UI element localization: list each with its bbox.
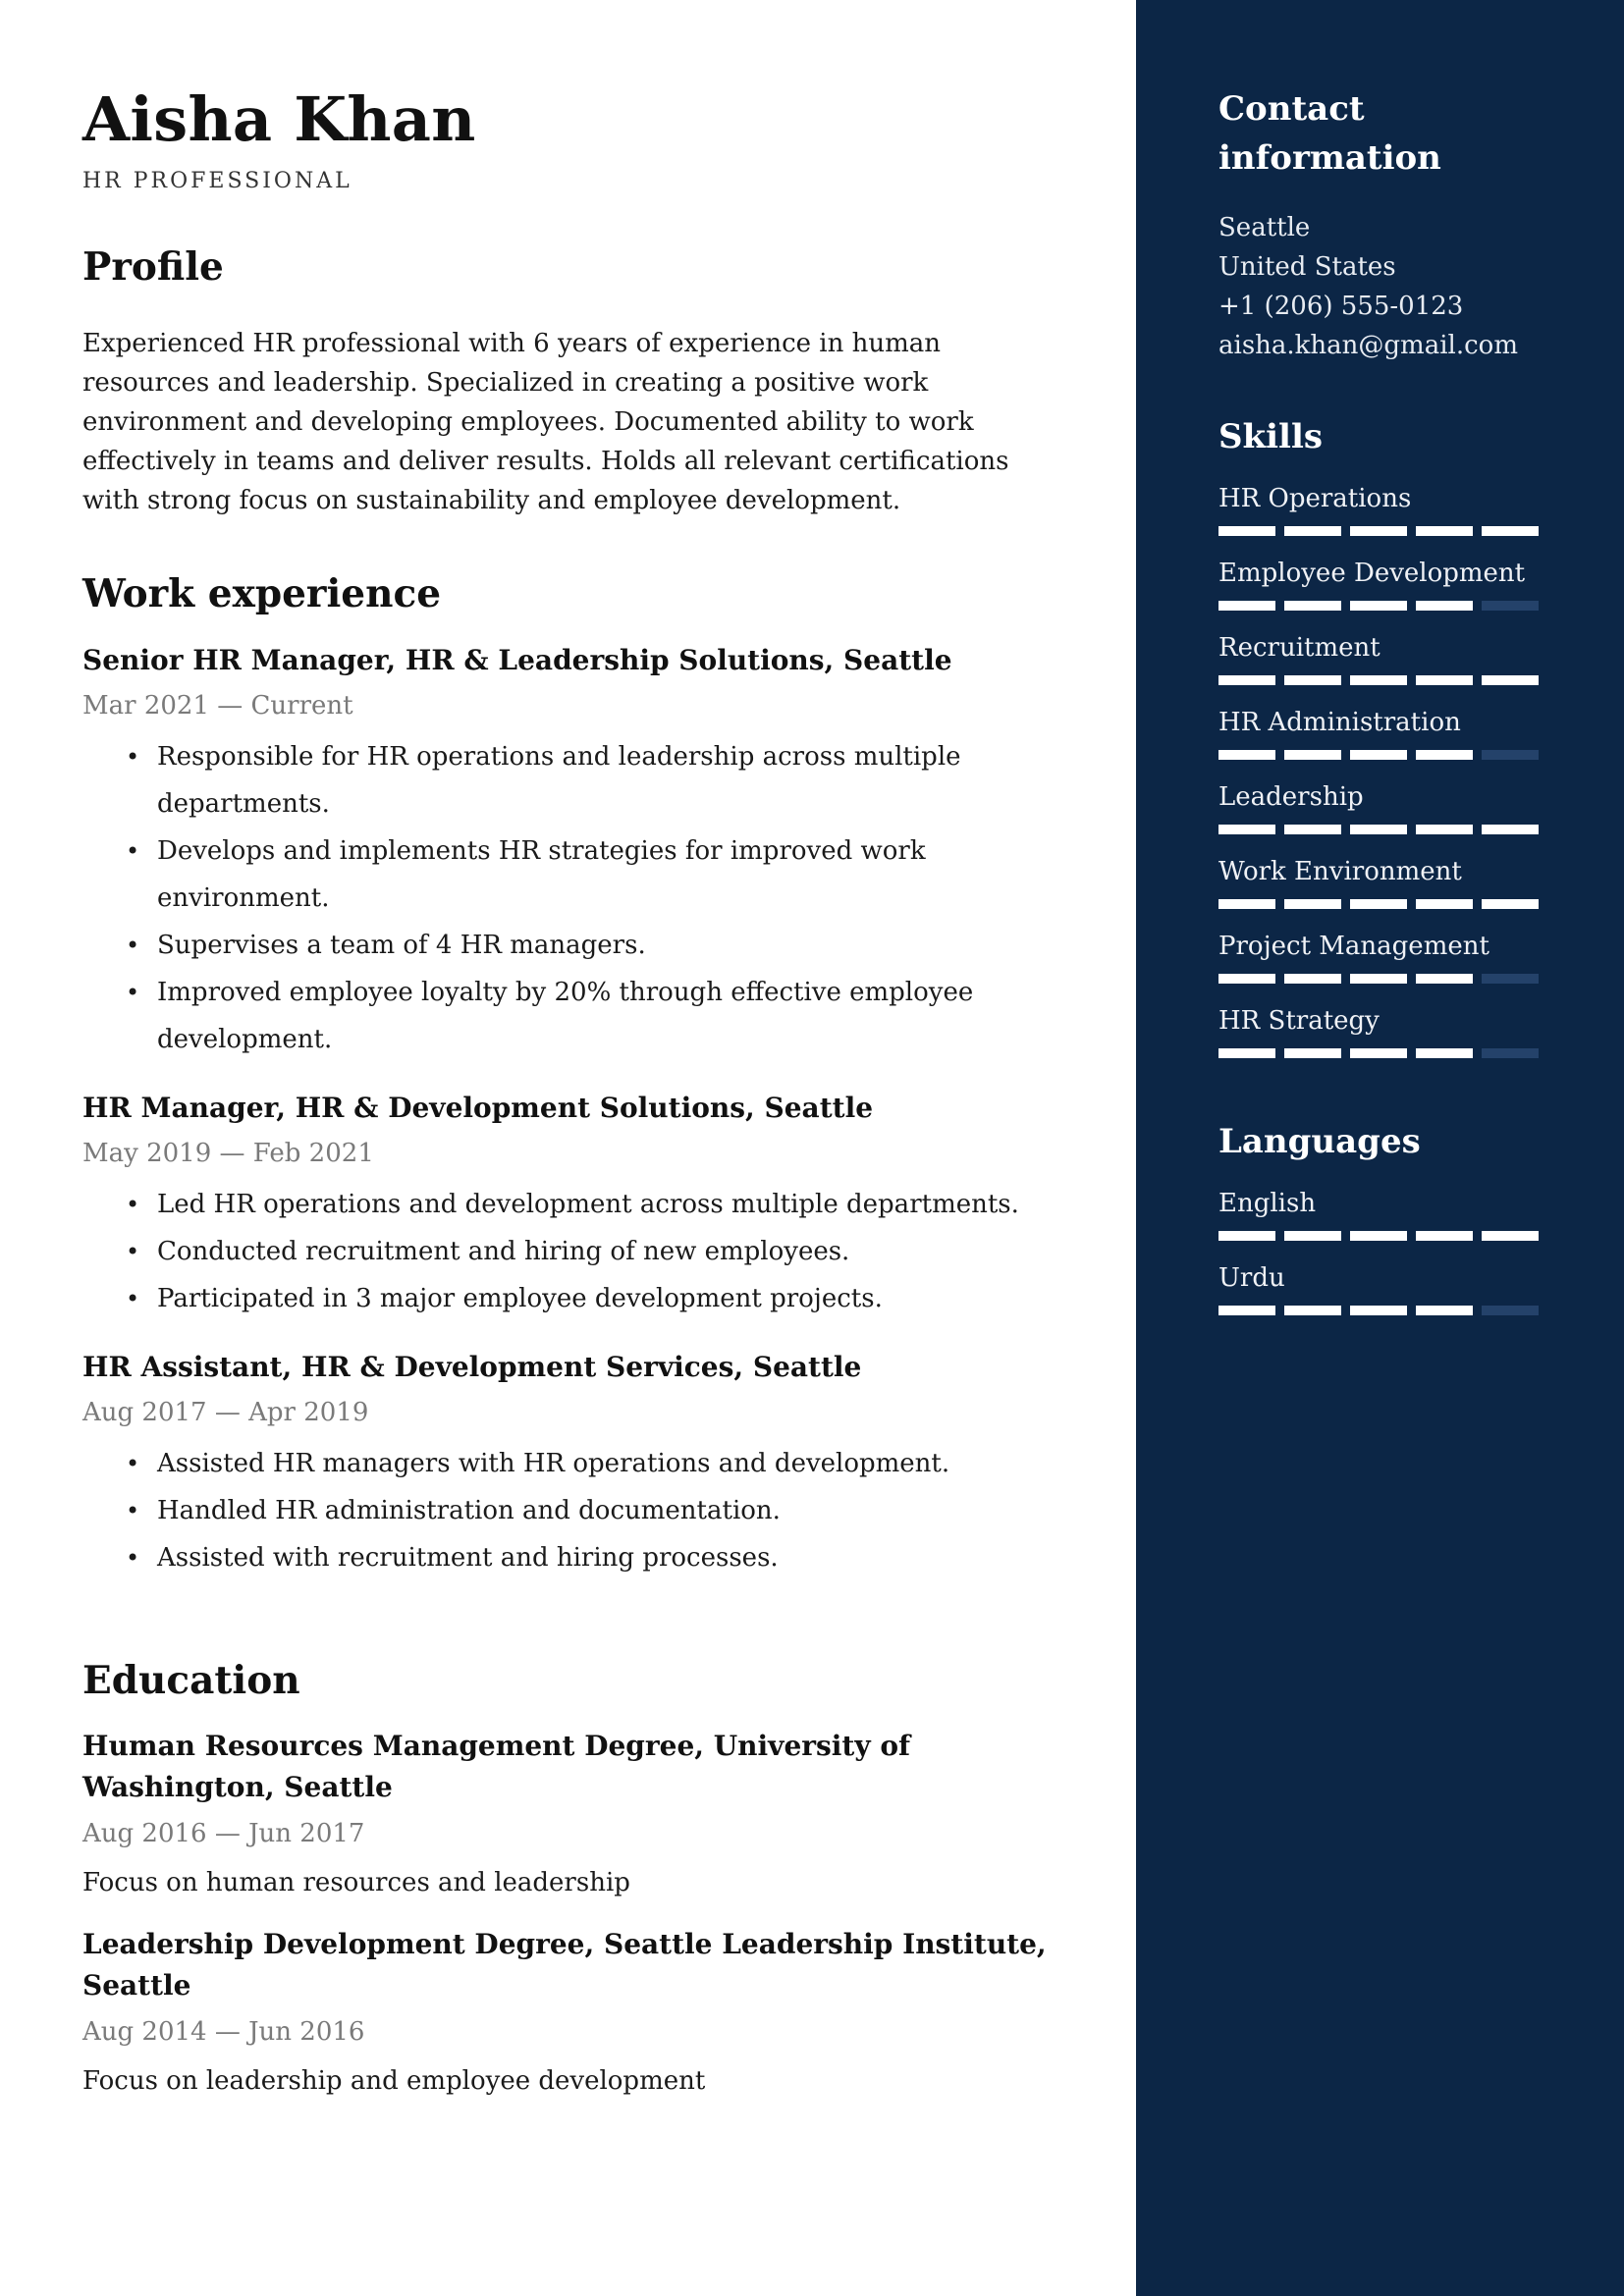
job-entry	[82, 1089, 1067, 1322]
rating-segment-filled	[1482, 526, 1539, 536]
rating-segment-filled	[1284, 601, 1341, 611]
resume-sidebar	[1136, 0, 1624, 2296]
education-list	[82, 1726, 1067, 2101]
rating-segment-filled	[1350, 1048, 1407, 1058]
rating-bar	[1218, 526, 1555, 536]
rating-bar	[1218, 601, 1555, 611]
contact-line: United States	[1218, 252, 1396, 282]
skill-name: Leadership	[1218, 782, 1364, 812]
job-bullet: • Improved employee loyalty by 20% through effective employee development.	[157, 969, 1067, 1063]
contact-details	[1218, 208, 1555, 365]
rating-segment-filled	[1218, 825, 1275, 834]
rating-segment-filled	[1416, 825, 1473, 834]
rating-segment-filled	[1218, 1048, 1275, 1058]
job-entry	[82, 641, 1067, 1063]
job-bullet: • Handled HR administration and documentation.	[157, 1487, 1067, 1534]
rating-segment-filled	[1416, 1048, 1473, 1058]
rating-segment-filled	[1482, 675, 1539, 685]
language-item	[1218, 1186, 1555, 1241]
rating-segment-filled	[1284, 899, 1341, 909]
rating-segment-filled	[1350, 1306, 1407, 1315]
rating-segment-filled	[1284, 825, 1341, 834]
skill-item	[1218, 630, 1555, 685]
rating-segment-filled	[1284, 1231, 1341, 1241]
rating-segment-empty	[1482, 601, 1539, 611]
candidate-name: Aisha Khan	[82, 83, 476, 155]
job-entry	[82, 1348, 1067, 1581]
contact-line: Seattle	[1218, 213, 1311, 242]
job-title: HR Manager, HR & Development Solutions, Seattle	[82, 1091, 874, 1124]
work-experience-heading: Work experience	[82, 570, 442, 616]
rating-segment-filled	[1284, 1306, 1341, 1315]
skill-name: Project Management	[1218, 932, 1489, 961]
rating-segment-filled	[1350, 974, 1407, 984]
job-bullets	[82, 1181, 1067, 1322]
rating-segment-filled	[1350, 750, 1407, 760]
contact-line: +1 (206) 555-0123	[1218, 292, 1464, 321]
rating-segment-filled	[1218, 974, 1275, 984]
rating-segment-filled	[1416, 675, 1473, 685]
rating-segment-filled	[1218, 601, 1275, 611]
job-bullets	[82, 1440, 1067, 1581]
job-title: HR Assistant, HR & Development Services, Seattle	[82, 1350, 862, 1383]
rating-segment-filled	[1482, 1231, 1539, 1241]
rating-segment-filled	[1218, 1306, 1275, 1315]
language-name: English	[1218, 1189, 1317, 1218]
rating-segment-filled	[1350, 1231, 1407, 1241]
skill-name: Recruitment	[1218, 633, 1380, 663]
rating-bar	[1218, 750, 1555, 760]
rating-segment-filled	[1218, 1231, 1275, 1241]
rating-segment-filled	[1284, 1048, 1341, 1058]
job-bullet: • Assisted HR managers with HR operations and development.	[157, 1440, 1067, 1487]
job-dates: May 2019 — Feb 2021	[82, 1138, 374, 1168]
rating-segment-filled	[1350, 526, 1407, 536]
education-dates: Aug 2014 — Jun 2016	[82, 2016, 365, 2047]
job-bullets	[82, 733, 1067, 1063]
profile-heading: Profile	[82, 244, 224, 291]
rating-bar	[1218, 1048, 1555, 1058]
education-heading: Education	[82, 1657, 300, 1703]
rating-segment-filled	[1482, 825, 1539, 834]
languages-list	[1218, 1186, 1555, 1315]
rating-segment-empty	[1482, 1306, 1539, 1315]
education-description: Focus on human resources and leadership	[82, 1867, 630, 1897]
skill-name: Employee Development	[1218, 559, 1526, 588]
skill-item	[1218, 1003, 1555, 1058]
job-title: Senior HR Manager, HR & Leadership Solutions, Seattle	[82, 643, 952, 676]
rating-bar	[1218, 1306, 1555, 1315]
rating-bar	[1218, 899, 1555, 909]
rating-bar	[1218, 974, 1555, 984]
rating-segment-filled	[1416, 750, 1473, 760]
job-bullet: • Participated in 3 major employee development projects.	[157, 1275, 1067, 1322]
skills-list	[1218, 481, 1555, 1058]
rating-segment-filled	[1284, 675, 1341, 685]
languages-heading: Languages	[1218, 1122, 1421, 1161]
language-item	[1218, 1260, 1555, 1315]
rating-segment-filled	[1416, 974, 1473, 984]
education-degree: Human Resources Management Degree, University of Washington, Seattle	[82, 1729, 911, 1803]
rating-segment-filled	[1416, 601, 1473, 611]
work-experience-list	[82, 641, 1067, 1581]
rating-segment-filled	[1416, 526, 1473, 536]
rating-segment-filled	[1218, 675, 1275, 685]
job-bullet: • Assisted with recruitment and hiring processes.	[157, 1534, 1067, 1581]
skills-heading: Skills	[1218, 417, 1324, 456]
skill-item	[1218, 779, 1555, 834]
job-bullet: • Led HR operations and development across multiple departments.	[157, 1181, 1067, 1228]
contact-line: aisha.khan@gmail.com	[1218, 331, 1518, 360]
candidate-role: HR PROFESSIONAL	[82, 169, 352, 194]
rating-segment-filled	[1218, 899, 1275, 909]
rating-segment-filled	[1350, 601, 1407, 611]
skill-name: HR Administration	[1218, 708, 1461, 737]
education-entry	[82, 1726, 1067, 1902]
rating-segment-filled	[1416, 1306, 1473, 1315]
skill-item	[1218, 705, 1555, 760]
job-bullet: • Responsible for HR operations and leadership across multiple departments.	[157, 733, 1067, 828]
rating-bar	[1218, 1231, 1555, 1241]
skill-item	[1218, 481, 1555, 536]
education-description: Focus on leadership and employee development	[82, 2065, 706, 2096]
education-degree: Leadership Development Degree, Seattle Leadership Institute, Seattle	[82, 1927, 1047, 2002]
rating-bar	[1218, 675, 1555, 685]
rating-segment-filled	[1284, 974, 1341, 984]
rating-bar	[1218, 825, 1555, 834]
job-bullet: • Supervises a team of 4 HR managers.	[157, 922, 1067, 969]
skill-name: HR Strategy	[1218, 1006, 1380, 1036]
education-entry	[82, 1924, 1067, 2101]
rating-segment-filled	[1218, 526, 1275, 536]
skill-name: Work Environment	[1218, 857, 1462, 886]
rating-segment-empty	[1482, 974, 1539, 984]
job-dates: Mar 2021 — Current	[82, 690, 353, 721]
job-bullet: • Develops and implements HR strategies for improved work environment.	[157, 828, 1067, 922]
skill-item	[1218, 556, 1555, 611]
job-bullet: • Conducted recruitment and hiring of new employees.	[157, 1228, 1067, 1275]
rating-segment-empty	[1482, 1048, 1539, 1058]
profile-summary: Experienced HR professional with 6 years of experience in human resources and leadership. Specialized in creating a positive work environment and developing employees. Documented ability to work effectively in teams and deliver results. Holds all relevant certifications with strong focus on sustainability and employee development.	[82, 328, 1009, 515]
rating-segment-filled	[1218, 750, 1275, 760]
skill-name: HR Operations	[1218, 484, 1412, 513]
skill-item	[1218, 854, 1555, 909]
job-dates: Aug 2017 — Apr 2019	[82, 1397, 369, 1427]
rating-segment-filled	[1350, 675, 1407, 685]
rating-segment-empty	[1482, 750, 1539, 760]
rating-segment-filled	[1416, 899, 1473, 909]
rating-segment-filled	[1350, 825, 1407, 834]
rating-segment-filled	[1482, 899, 1539, 909]
language-name: Urdu	[1218, 1263, 1285, 1293]
rating-segment-filled	[1284, 750, 1341, 760]
skill-item	[1218, 929, 1555, 984]
contact-heading: Contact information	[1218, 89, 1441, 178]
education-dates: Aug 2016 — Jun 2017	[82, 1818, 365, 1848]
rating-segment-filled	[1284, 526, 1341, 536]
rating-segment-filled	[1416, 1231, 1473, 1241]
rating-segment-filled	[1350, 899, 1407, 909]
